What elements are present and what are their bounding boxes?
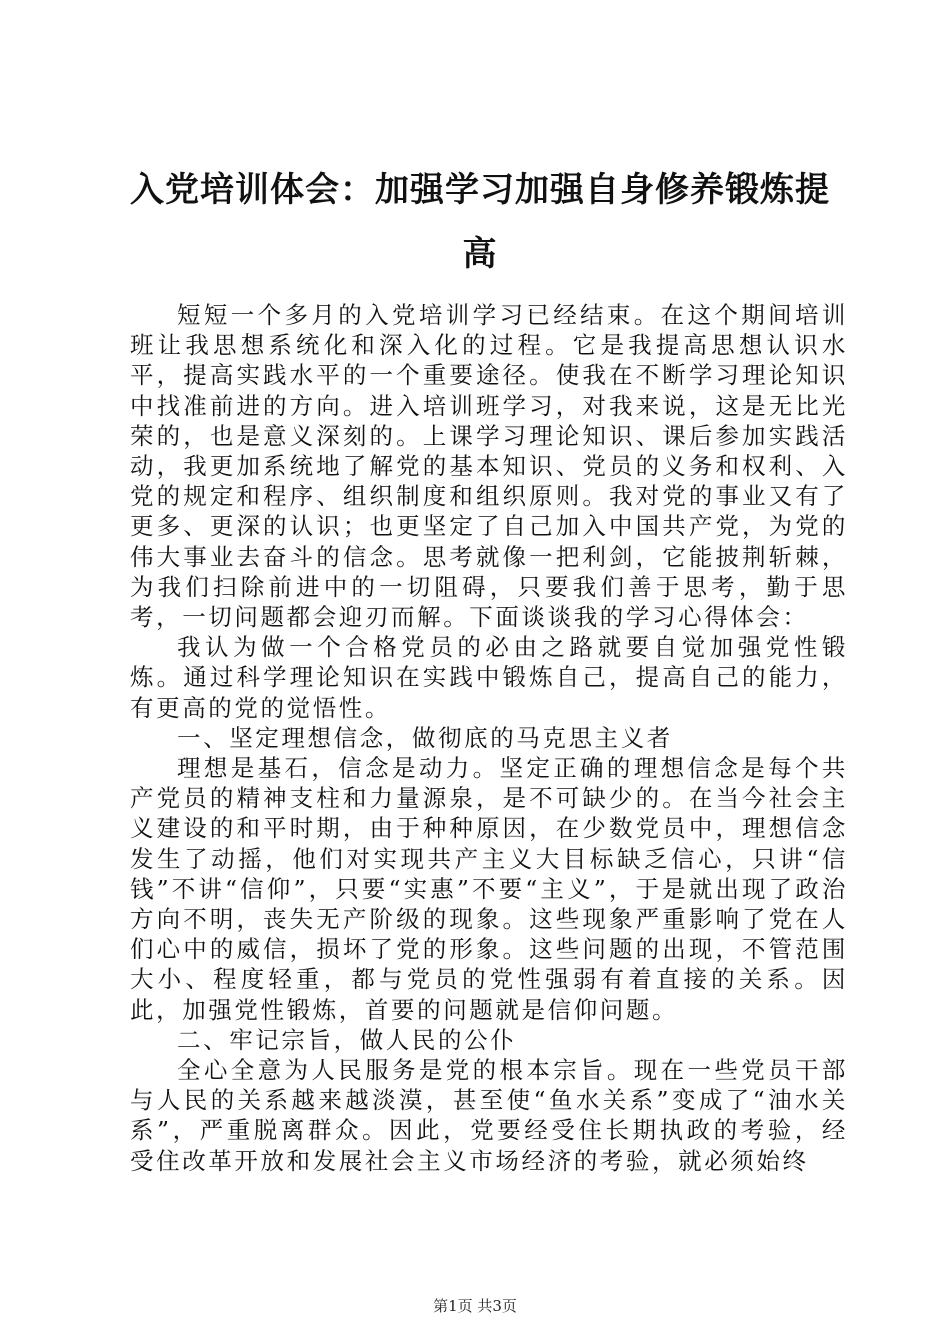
page-footer: 第1页 共3页 — [433, 1297, 517, 1315]
section-heading-1: 一、坚定理想信念，做彻底的马克思主义者 — [177, 723, 673, 752]
paragraph-service: 全心全意为人民服务是党的根本宗旨。现在一些党员干部与人民的关系越来越淡漠，甚至使“鱼水关系”变成了“油水关系”，严重脱离群众。因此，党要经受住长期执政的考验，经受住改革开放和发展社会主义市场经济的考验，就必须始终 — [130, 1056, 848, 1175]
paragraph-path: 我认为做一个合格党员的必由之路就要自觉加强党性锻炼。通过科学理论知识在实践中锻炼自己，提高自己的能力，有更高的党的觉悟性。 — [130, 633, 848, 722]
document-title: 入党培训体会：加强学习加强自身修养锻炼提高 — [130, 170, 830, 274]
document-body — [130, 300, 848, 1176]
section-heading-2: 二、牢记宗旨，做人民的公仆 — [177, 1025, 517, 1054]
paragraph-intro: 短短一个多月的入党培训学习已经结束。在这个期间培训班让我思想系统化和深入化的过程。它是我提高思想认识水平，提高实践水平的一个重要途径。使我在不断学习理论知识中找准前进的方向。进入培训班学习，对我来说，这是无比光荣的，也是意义深刻的。上课学习理论知识、课后参加实践活动，我更加系统地了解党的基本知识、党员的义务和权利、入党的规定和程序、组织制度和组织原则。我对党的事业又有了更多、更深的认识；也更坚定了自己加入中国共产党，为党的伟大事业去奋斗的信念。思考就像一把利剑，它能披荆斩棘，为我们扫除前进中的一切阻碍，只要我们善于思考，勤于思考，一切问题都会迎刃而解。下面谈谈我的学习心得体会： — [130, 301, 848, 632]
paragraph-ideals: 理想是基石，信念是动力。坚定正确的理想信念是每个共产党员的精神支柱和力量源泉，是不可缺少的。在当今社会主义建设的和平时期，由于种种原因，在少数党员中，理想信念发生了动摇，他们对实现共产主义大目标缺乏信心，只讲“信钱”不讲“信仰”，只要“实惠”不要“主义”，于是就出现了政治方向不明，丧失无产阶级的现象。这些现象严重影响了党在人们心中的威信，损坏了党的形象。这些问题的出现，不管范围大小、程度轻重，都与党员的党性强弱有着直接的关系。因此，加强党性锻炼，首要的问题就是信仰问题。 — [130, 754, 848, 1024]
